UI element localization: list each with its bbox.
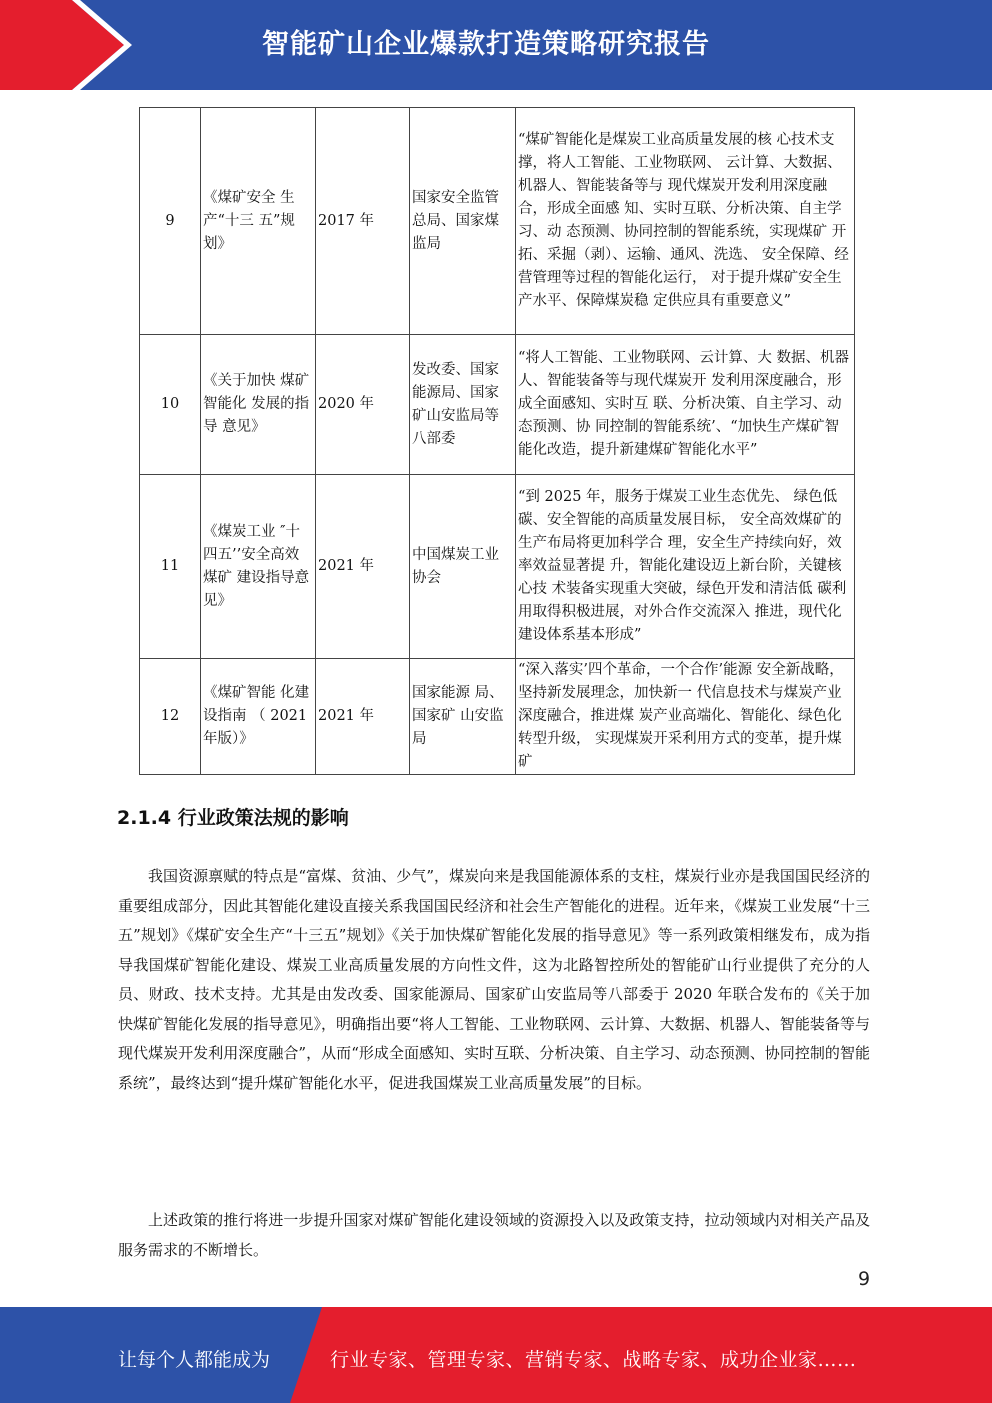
policy-year: 2020 年 [316, 335, 410, 475]
policy-year: 2017 年 [316, 108, 410, 335]
policy-content: “将人工智能、工业物联网、云计算、大 数据、机器人、智能装备等与现代煤炭开 发利用深度融合，形成全面感知、实时互 联、分析决策、自主学习、动态预测、协 同控制的智能系统’、“加快生产煤矿智 能化改造，提升新建煤矿智能化水平” [516, 335, 855, 475]
table-row [140, 659, 855, 775]
report-title: 智能矿山企业爆款打造策略研究报告 [262, 29, 710, 60]
policy-table [139, 107, 855, 775]
policy-issuer: 发改委、国家能源局、国家矿山安监局等八部委 [410, 335, 516, 475]
policy-name: 《关于加快 煤矿智能化 发展的指导 意见》 [201, 335, 316, 475]
row-number: 11 [140, 475, 201, 659]
policy-content: “到 2025 年，服务于煤炭工业生态优先、 绿色低碳、安全智能的高质量发展目标， 安全高效煤矿的生产布局将更加科学合 理，安全生产持续向好，效率效益显著提 升，智能化建设迈上新台阶，关键核心技 术装备实现重大突破，绿色开发和清洁低 碳利用取得积极进展，对外合作交流深入 推进，现代化建设体系基本形成” [516, 475, 855, 659]
policy-name: 《煤炭工业 ″十四五’’安全高效煤矿 建设指导意 见》 [201, 475, 316, 659]
policy-issuer: 国家能源 局、国家矿 山安监局 [410, 659, 516, 775]
policy-issuer: 国家安全监管总局、国家煤监局 [410, 108, 516, 335]
policy-name: 《煤矿安全 生产“十三 五”规划》 [201, 108, 316, 335]
table-row [140, 108, 855, 335]
policy-content: “深入落实’四个革命，一个合作’能源 安全新战略，坚持新发展理念，加快新一 代信息技术与煤炭产业深度融合，推进煤 炭产业高端化、智能化、绿色化转型升级， 实现煤炭开采利用方式的变革，提升煤矿 [516, 659, 855, 775]
page-number: 9 [858, 1268, 871, 1290]
footer-slogan-left: 让每个人都能成为 [118, 1349, 271, 1371]
table-row [140, 335, 855, 475]
policy-name: 《煤矿智能 化建设指南 （ 2021 年版）》 [201, 659, 316, 775]
policy-year: 2021 年 [316, 475, 410, 659]
table-row [140, 475, 855, 659]
policy-content: “煤矿智能化是煤炭工业高质量发展的核 心技术支撑，将人工智能、工业物联网、 云计算、大数据、机器人、智能装备等与 现代煤炭开发利用深度融合，形成全面感 知、实时互联、分析决策、自主学习、动 态预测、协同控制的智能系统，实现煤矿 开拓、采掘（剥）、运输、通风、洗选、 安全保障、经营管理等过程的智能化运行， 对于提升煤矿安全生产水平、保障煤炭稳 定供应具有重要意义” [516, 108, 855, 335]
row-number: 12 [140, 659, 201, 775]
row-number: 9 [140, 108, 201, 335]
page-footer [0, 1307, 992, 1403]
footer-slogan-right: 行业专家、管理专家、营销专家、战略专家、成功企业家…… [330, 1349, 857, 1371]
body-paragraph: 上述政策的推行将进一步提升国家对煤矿智能化建设领域的资源投入以及政策支持，拉动领域内对相关产品及服务需求的不断增长。 [118, 1211, 870, 1259]
body-paragraph: 我国资源禀赋的特点是“富煤、贫油、少气”，煤炭向来是我国能源体系的支柱，煤炭行业亦是我国国民经济的重要组成部分，因此其智能化建设直接关系我国国民经济和社会生产智能化的进程。近年来，《煤炭工业发展“十三五”规划》《煤矿安全生产“十三五”规划》《关于加快煤矿智能化发展的指导意见》等一系列政策相继发布，成为指导我国煤矿智能化建设、煤炭工业高质量发展的方向性文件，这为北路智控所处的智能矿山行业提供了充分的人员、财政、技术支持。尤其是由发改委、国家能源局、国家矿山安监局等八部委于 2020 年联合发布的《关于加快煤矿智能化发展的指导意见》，明确指出要“将人工智能、工业物联网、云计算、大数据、机器人、智能装备等与现代煤炭开发利用深度融合”，从而“形成全面感知、实时互联、分析决策、自主学习、动态预测、协同控制的智能系统”，最终达到“提升煤矿智能化水平，促进我国煤炭工业高质量发展”的目标。 [118, 867, 870, 1092]
policy-year: 2021 年 [316, 659, 410, 775]
section-heading: 2.1.4 行业政策法规的影响 [117, 807, 349, 829]
policy-issuer: 中国煤炭工业协会 [410, 475, 516, 659]
row-number: 10 [140, 335, 201, 475]
page-header [0, 0, 992, 90]
